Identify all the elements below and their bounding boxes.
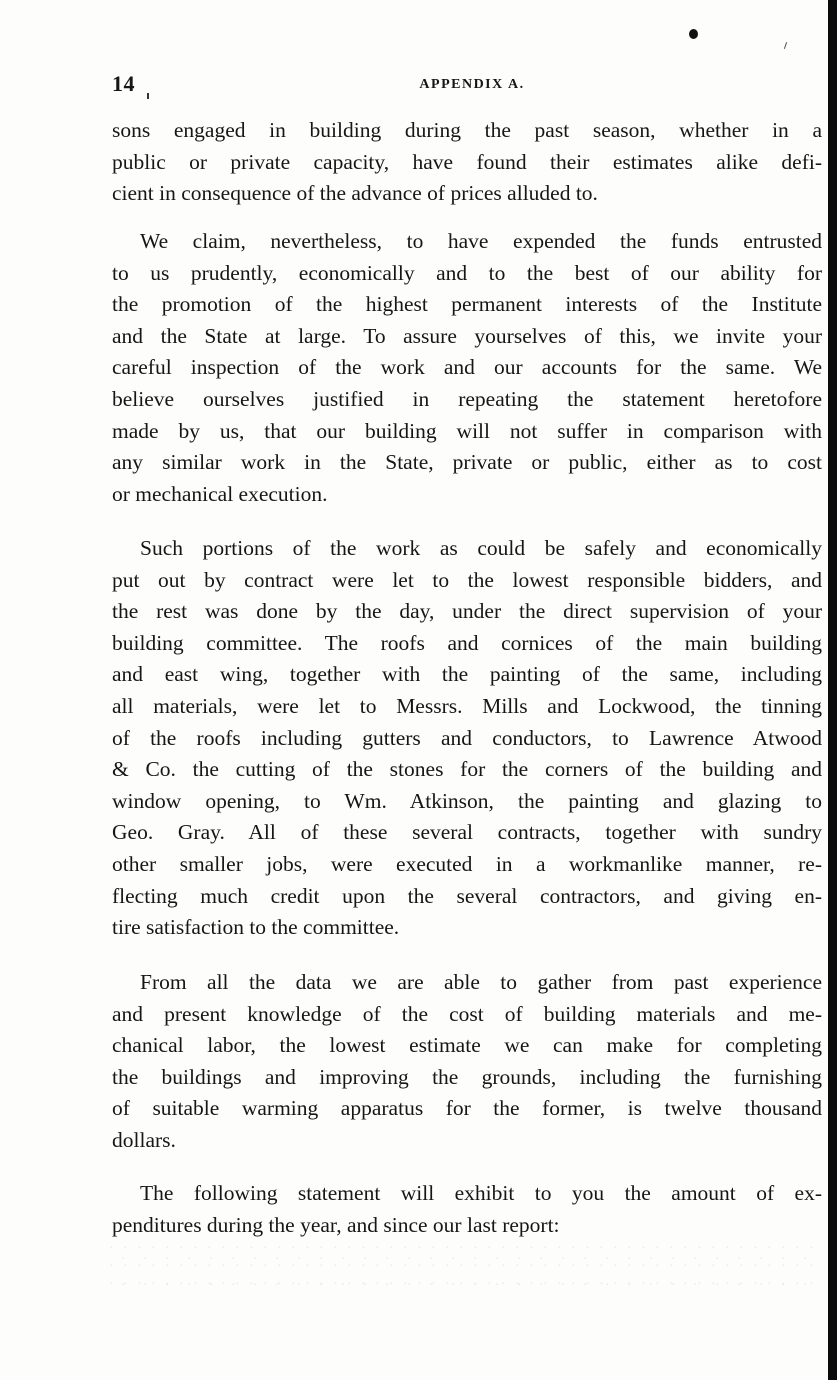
text-line: We claim, nevertheless, to have expended the funds entrusted xyxy=(140,229,822,253)
text-line: Geo. Gray. All of these several contracts, together with sundry xyxy=(112,820,822,845)
page-number: 14 xyxy=(112,71,135,96)
text-line: to us prudently, economically and to the best of our ability for xyxy=(112,260,822,285)
text-line: cient in consequence of the advance of prices alluded to. xyxy=(112,181,598,206)
paragraph-3 xyxy=(112,533,822,944)
paragraph-1 xyxy=(112,115,822,210)
text-line: of the roofs including gutters and conductors, to Lawrence Atwood xyxy=(112,725,822,750)
text-line: careful inspection of the work and our accounts for the same. We xyxy=(112,355,822,380)
text-line: other smaller jobs, were executed in a workmanlike manner, re- xyxy=(112,851,822,876)
text-line: of suitable warming apparatus for the former, is twelve thousand xyxy=(112,1096,822,1121)
text-line: all materials, were let to Messrs. Mills and Lockwood, the tinning xyxy=(112,693,822,718)
text-line: put out by contract were let to the lowest responsible bidders, and xyxy=(112,567,822,592)
text-line: From all the data we are able to gather from past experience xyxy=(140,970,822,994)
text-line: the promotion of the highest permanent interests of the Institute xyxy=(112,292,822,317)
paragraph-5 xyxy=(112,1178,822,1241)
text-line: and the State at large. To assure yourselves of this, we invite your xyxy=(112,323,822,348)
text-line: made by us, that our building will not suffer in comparison with xyxy=(112,418,822,443)
text-line: chanical labor, the lowest estimate we can make for completing xyxy=(112,1033,822,1058)
text-line: window opening, to Wm. Atkinson, the painting and glazing to xyxy=(112,788,822,813)
text-line: penditures during the year, and since our last report: xyxy=(112,1212,560,1237)
text-line: Such portions of the work as could be safely and economically xyxy=(140,536,822,560)
text-line: tire satisfaction to the committee. xyxy=(112,915,400,940)
text-line: the rest was done by the day, under the direct supervision of your xyxy=(112,599,822,624)
text-line: flecting much credit upon the several contractors, and giving en- xyxy=(112,883,822,908)
text-line: sons engaged in building during the past season, whether in a xyxy=(112,118,822,142)
text-line: and east wing, together with the painting of the same, including xyxy=(112,662,822,687)
text-line: or mechanical execution. xyxy=(112,481,328,506)
text-line: public or private capacity, have found their estimates alike defi- xyxy=(112,149,822,174)
text-line: & Co. the cutting of the stones for the corners of the building and xyxy=(112,757,822,782)
text-line: believe ourselves justified in repeating the statement heretofore xyxy=(112,386,822,411)
scan-edge-border xyxy=(828,0,837,1380)
text-line: and present knowledge of the cost of building materials and me- xyxy=(112,1001,822,1026)
paragraph-2 xyxy=(112,226,822,510)
ink-speck xyxy=(784,42,787,49)
show-through-texture xyxy=(110,1240,825,1300)
page-heading: APPENDIX A. xyxy=(419,77,525,92)
text-line: any similar work in the State, private or public, either as to cost xyxy=(112,450,822,475)
text-line: the buildings and improving the grounds, including the furnishing xyxy=(112,1064,822,1089)
running-head xyxy=(112,72,822,96)
text-line: building committee. The roofs and cornices of the main building xyxy=(112,630,822,655)
paragraph-4 xyxy=(112,967,822,1157)
text-line: dollars. xyxy=(112,1127,176,1152)
text-line: The following statement will exhibit to you the amount of ex- xyxy=(140,1181,822,1205)
ink-speck xyxy=(689,29,698,39)
